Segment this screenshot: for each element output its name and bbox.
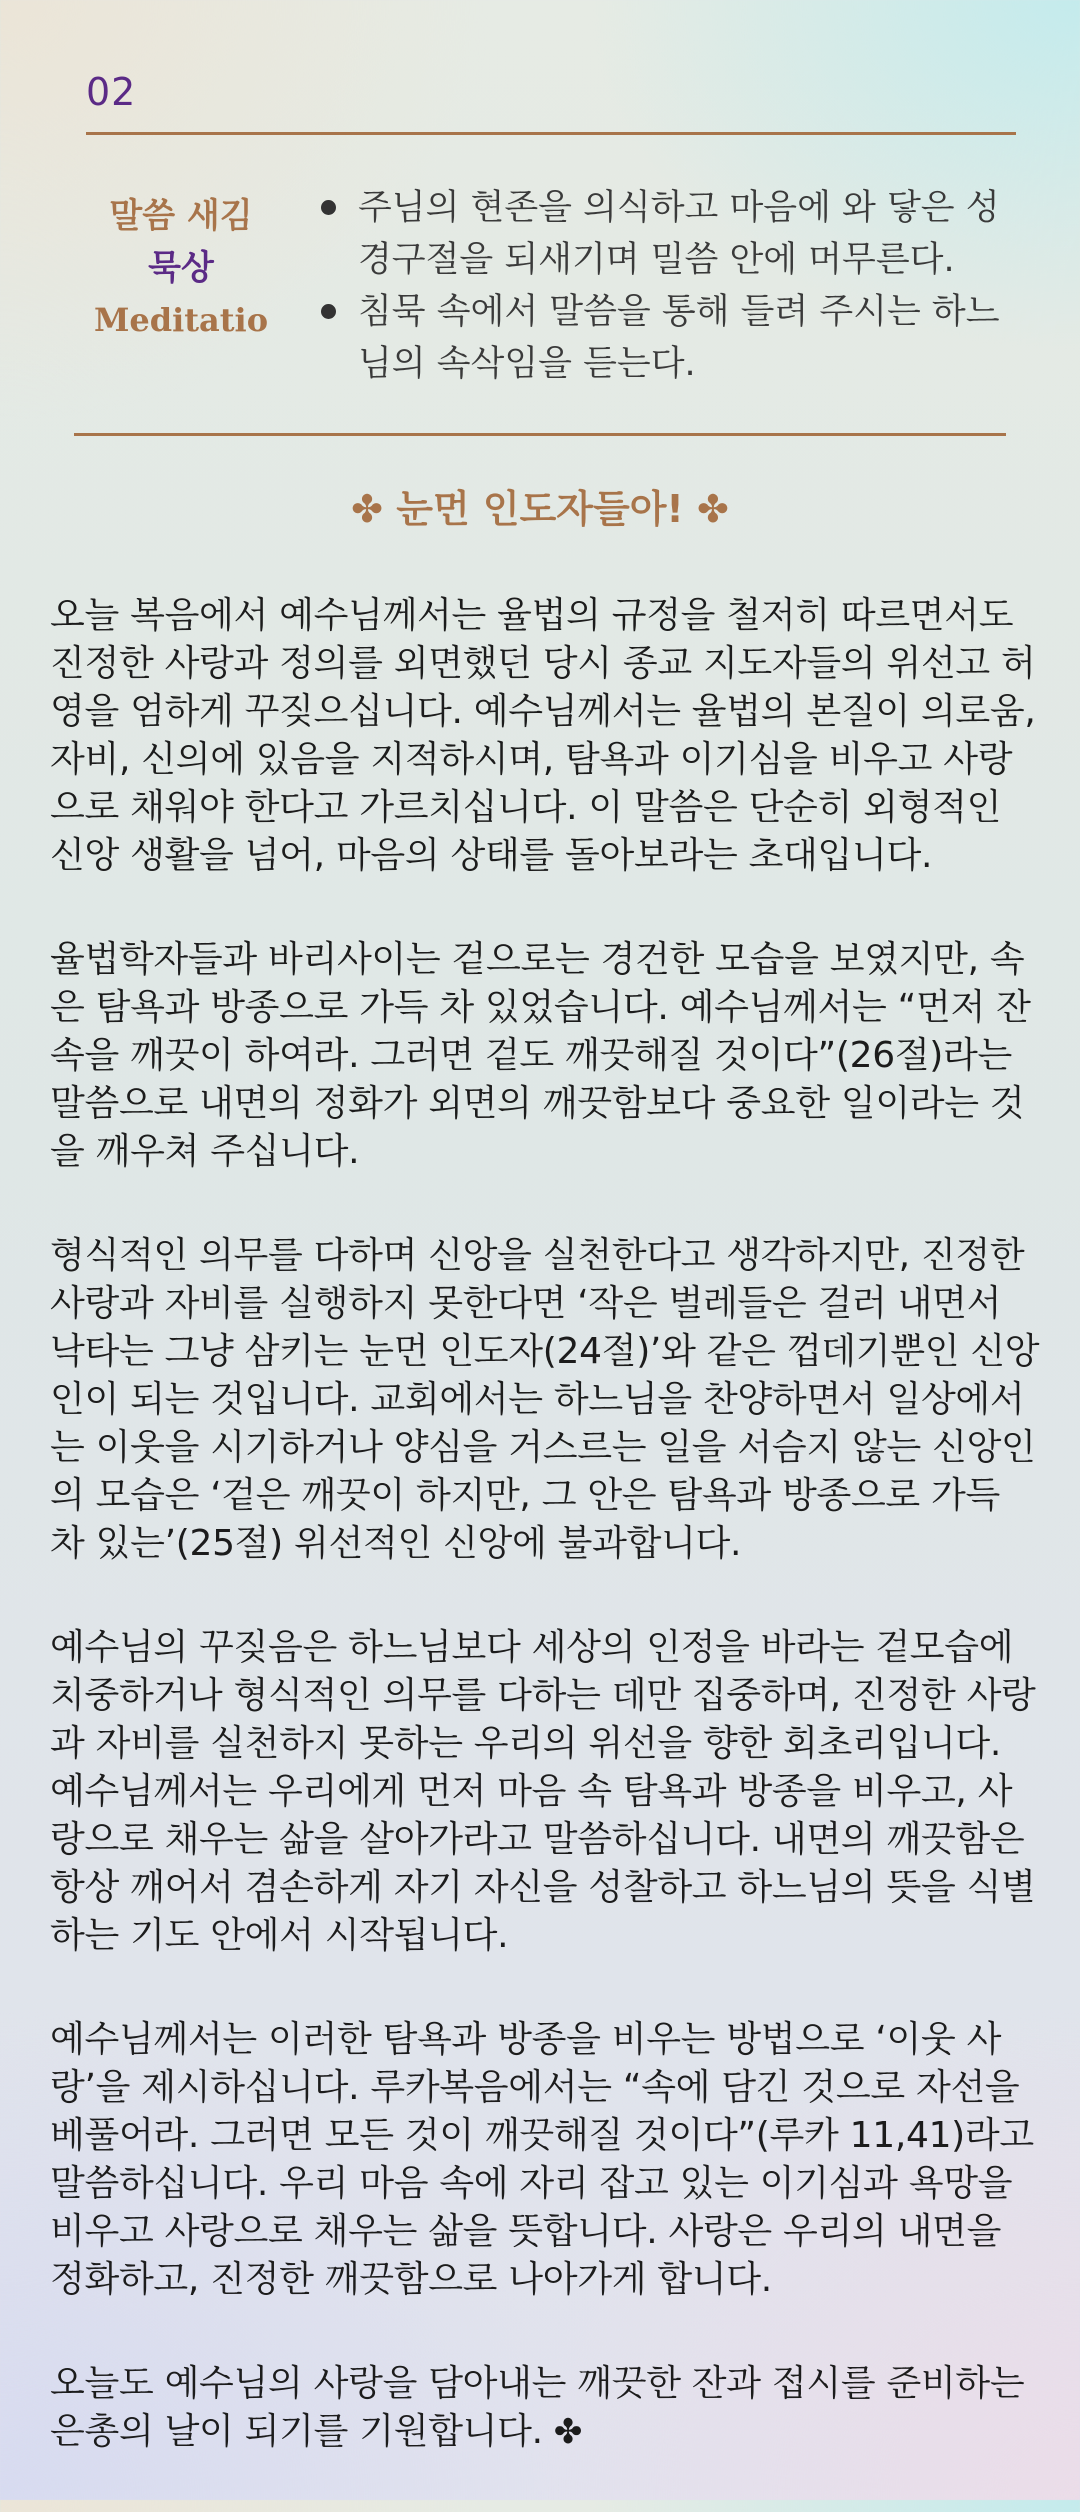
closing-text: 오늘도 예수님의 사랑을 담아내는 깨끗한 잔과 접시를 준비하는 은총의 날이 되기를 기원합니다. xyxy=(50,2363,1025,2452)
reflection-heading-text: 눈먼 인도자들아! xyxy=(396,487,684,531)
instruction-text: 침묵 속에서 말씀을 통해 들려 주시는 하느님의 속삭임을 듣는다. xyxy=(358,292,1000,384)
bullet-dot-icon xyxy=(321,200,336,215)
reflection-body xyxy=(50,592,1040,2512)
paragraph: 예수님의 꾸짖음은 하느님보다 세상의 인정을 바라는 겉모습에 치중하거나 형식적인 의무를 다하는 데만 집중하며, 진정한 사랑과 자비를 실천하지 못하는 우리의 위선을 향한 회초리입니다. 예수님께서는 우리에게 먼저 마음 속 탐욕과 방종을 비우고, 사랑으로 채우는 삶을 살아가라고 말씀하십니다. 내면의 깨끗함은 항상 깨어서 겸손하게 자기 자신을 성찰하고 하느님의 뜻을 식별하는 기도 안에서 시작됩니다. xyxy=(50,1627,1036,1956)
section-label-title: 말씀 새김 xyxy=(109,196,253,236)
section-label-korean: 묵상 xyxy=(148,248,214,288)
page-number: 02 xyxy=(86,70,137,114)
paragraph: 율법학자들과 바리사이는 겉으로는 경건한 모습을 보였지만, 속은 탐욕과 방종으로 가득 차 있었습니다. 예수님께서는 “먼저 잔 속을 깨끗이 하여라. 그러면 겉도 깨끗해질 것이다”(26절)라는 말씀으로 내면의 정화가 외면의 깨끗함보다 중요한 일이라는 것을 깨우쳐 주십니다. xyxy=(50,939,1031,1172)
paragraph: 형식적인 의무를 다하며 신앙을 실천한다고 생각하지만, 진정한 사랑과 자비를 실행하지 못한다면 ‘작은 벌레들은 걸러 내면서 낙타는 그냥 삼키는 눈먼 인도자(24절)’와 같은 껍데기뿐인 신앙인이 되는 것입니다. 교회에서는 하느님을 찬양하면서 일상에서는 이웃을 시기하거나 양심을 거스르는 일을 서슴지 않는 신앙인의 모습은 ‘겉은 깨끗이 하지만, 그 안은 탐욕과 방종으로 가득 차 있는’(25절) 위선적인 신앙에 불과합니다. xyxy=(50,1235,1040,1564)
closing-paragraph xyxy=(50,2360,1040,2456)
reflection-heading xyxy=(0,478,1080,533)
clover-icon: ✤ xyxy=(697,487,729,531)
section-label xyxy=(86,190,276,346)
paragraph: 오늘 복음에서 예수님께서는 율법의 규정을 철저히 따르면서도 진정한 사랑과 정의를 외면했던 당시 종교 지도자들의 위선고 허영을 엄하게 꾸짖으십니다. 예수님께서는 율법의 본질이 의로움, 자비, 신의에 있음을 지적하시며, 탐욕과 이기심을 비우고 사랑으로 채워야 한다고 가르치십니다. 이 말씀은 단순히 외형적인 신앙 생활을 넘어, 마음의 상태를 돌아보라는 초대입니다. xyxy=(50,595,1036,876)
instruction-item xyxy=(318,182,1018,286)
section-label-latin: Meditatio xyxy=(93,301,269,339)
middle-divider xyxy=(74,433,1006,436)
clover-icon: ✤ xyxy=(351,487,383,531)
meditation-instructions xyxy=(318,182,1018,390)
instruction-item xyxy=(318,286,1018,390)
top-divider xyxy=(86,132,1016,135)
bullet-dot-icon xyxy=(321,304,336,319)
paragraph: 예수님께서는 이러한 탐욕과 방종을 비우는 방법으로 ‘이웃 사랑’을 제시하십니다. 루카복음에서는 “속에 담긴 것으로 자선을 베풀어라. 그러면 모든 것이 깨끗해질 것이다”(루카 11,41)라고 말씀하십니다. 우리 마음 속에 자리 잡고 있는 이기심과 욕망을 비우고 사랑으로 채우는 삶을 뜻합니다. 사랑은 우리의 내면을 정화하고, 진정한 깨끗함으로 나아가게 합니다. xyxy=(50,2019,1034,2300)
clover-icon: ✤ xyxy=(553,2412,583,2452)
instruction-text: 주님의 현존을 의식하고 마음에 와 닿은 성경구절을 되새기며 밀씀 안에 머무른다. xyxy=(358,188,1000,280)
